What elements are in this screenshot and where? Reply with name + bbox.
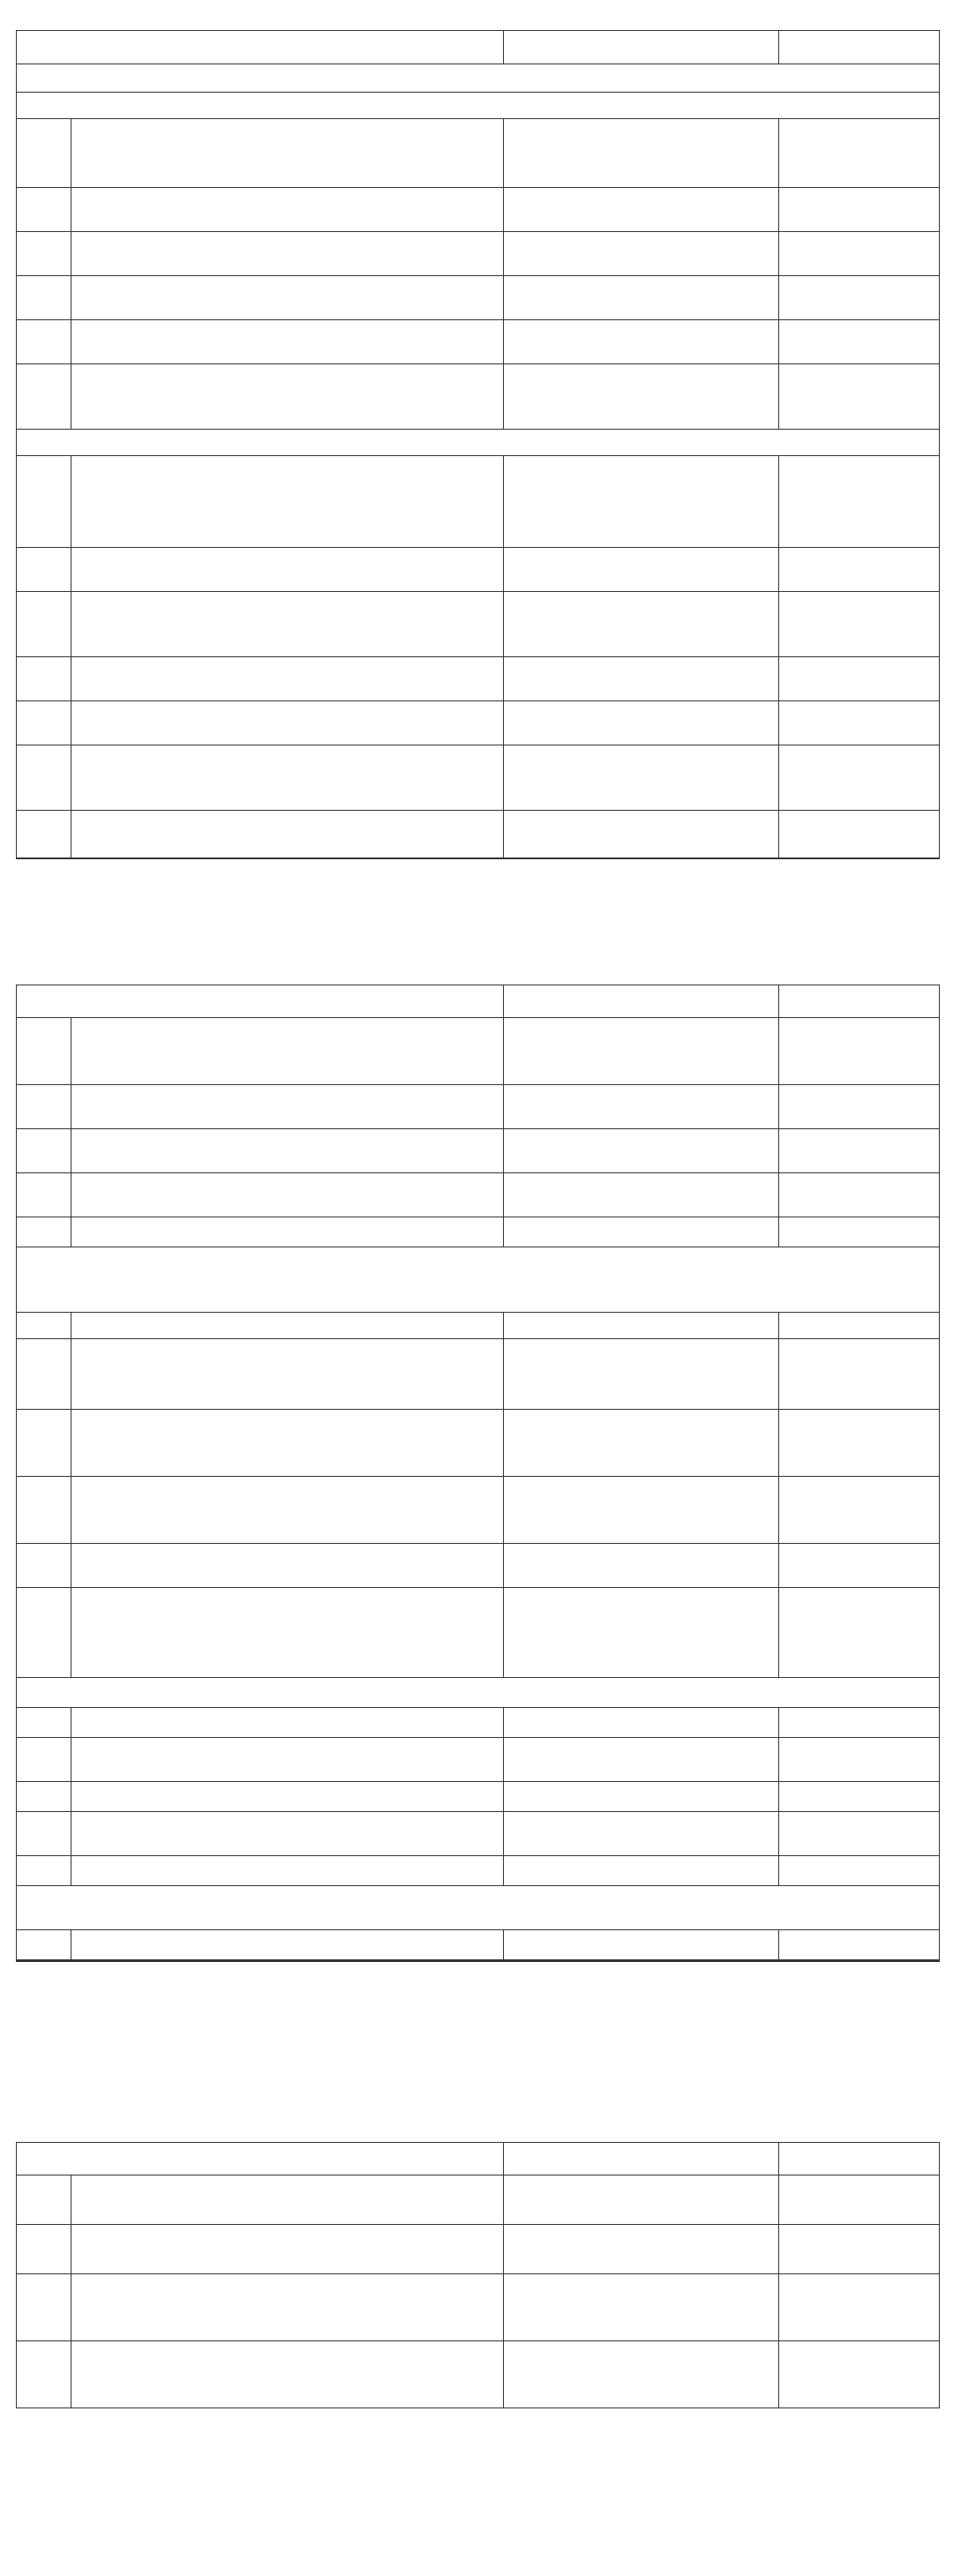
table-header-row (17, 2143, 940, 2175)
header-responsible-unit (504, 31, 779, 64)
responsible-unit-text (504, 2225, 779, 2274)
timeline-text (779, 1085, 940, 1129)
support-item-text (71, 1961, 504, 1962)
row-number (17, 1708, 71, 1738)
support-item-text (71, 2225, 504, 2274)
row-number (17, 1477, 71, 1544)
responsible-unit-text (504, 745, 779, 811)
table-header-row (17, 31, 940, 64)
subsection-title (17, 430, 940, 456)
subsection-heading-row (17, 1247, 940, 1313)
support-item-text (71, 1477, 504, 1544)
timeline-text (779, 276, 940, 320)
responsible-unit-text (504, 2175, 779, 2225)
row-number (17, 276, 71, 320)
subsection-heading-row (17, 430, 940, 456)
responsible-unit-text (504, 657, 779, 701)
subsection-title (17, 93, 940, 119)
row-number (17, 1856, 71, 1886)
responsible-unit-text (504, 1085, 779, 1129)
timeline-text (779, 2274, 940, 2341)
table-row (17, 1782, 940, 1812)
row-number (17, 1738, 71, 1782)
responsible-unit-text (504, 858, 779, 859)
subsection-title (17, 1678, 940, 1708)
responsible-unit-text (504, 1129, 779, 1173)
support-item-text (71, 1018, 504, 1085)
responsible-unit-text (504, 1738, 779, 1782)
header-support-item (17, 31, 504, 64)
responsible-unit-text (504, 1217, 779, 1247)
support-item-text (71, 1782, 504, 1812)
timeline-text (779, 2225, 940, 2274)
responsible-unit-text (504, 1856, 779, 1886)
table-row (17, 2341, 940, 2408)
header-timeline (779, 985, 940, 1018)
support-item-text (71, 657, 504, 701)
row-number (17, 592, 71, 657)
responsible-unit-text (504, 456, 779, 548)
responsible-unit-text (504, 188, 779, 232)
responsible-unit-text (504, 1173, 779, 1217)
row-number (17, 1129, 71, 1173)
support-table-page-1 (16, 30, 940, 859)
table-row (17, 1477, 940, 1544)
table-row (17, 119, 940, 188)
responsible-unit-text (504, 1410, 779, 1477)
table-row (17, 858, 940, 859)
header-responsible-unit (504, 2143, 779, 2175)
row-number (17, 1085, 71, 1129)
header-support-item (17, 985, 504, 1018)
support-item-text (71, 1930, 504, 1960)
header-support-item (17, 2143, 504, 2175)
support-item-text (71, 1085, 504, 1129)
row-number (17, 456, 71, 548)
support-item-text (71, 320, 504, 364)
support-item-text (71, 119, 504, 188)
timeline-text (779, 364, 940, 430)
timeline-text (779, 657, 940, 701)
section-heading-row (17, 1886, 940, 1930)
header-timeline (779, 31, 940, 64)
timeline-text (779, 1544, 940, 1588)
row-number (17, 1339, 71, 1410)
table-row (17, 745, 940, 811)
timeline-text (779, 1339, 940, 1410)
row-number (17, 548, 71, 592)
responsible-unit-text (504, 1961, 779, 1962)
responsible-unit-text (504, 1782, 779, 1812)
row-number (17, 858, 71, 859)
row-number (17, 2274, 71, 2341)
table-row (17, 1313, 940, 1339)
responsible-unit-text (504, 1339, 779, 1410)
responsible-unit-text (504, 1708, 779, 1738)
table-row (17, 592, 940, 657)
table-row (17, 1961, 940, 1962)
support-item-text (71, 1173, 504, 1217)
row-number (17, 1173, 71, 1217)
support-item-text (71, 701, 504, 745)
table-row (17, 1930, 940, 1960)
table-row (17, 2175, 940, 2225)
responsible-unit-text (504, 1544, 779, 1588)
table-row (17, 1856, 940, 1886)
responsible-unit-text (504, 1588, 779, 1678)
timeline-text (779, 745, 940, 811)
table-row (17, 1018, 940, 1085)
row-number (17, 1217, 71, 1247)
header-responsible-unit (504, 985, 779, 1018)
support-item-text (71, 1129, 504, 1173)
table-row (17, 1708, 940, 1738)
timeline-text (779, 188, 940, 232)
support-item-text (71, 276, 504, 320)
timeline-text (779, 1782, 940, 1812)
responsible-unit-text (504, 119, 779, 188)
support-item-text (71, 2274, 504, 2341)
timeline-text (779, 811, 940, 858)
support-item-text (71, 456, 504, 548)
responsible-unit-text (504, 2341, 779, 2408)
row-number (17, 1961, 71, 1962)
table-row (17, 1410, 940, 1477)
timeline-text (779, 1129, 940, 1173)
table-row (17, 1812, 940, 1856)
responsible-unit-text (504, 1930, 779, 1960)
table-row (17, 320, 940, 364)
table-row (17, 456, 940, 548)
timeline-text (779, 1477, 940, 1544)
table-row (17, 1173, 940, 1217)
table-row (17, 657, 940, 701)
timeline-text (779, 119, 940, 188)
support-table-page-3 (16, 2142, 940, 2408)
support-item-text (71, 811, 504, 858)
support-item-text (71, 858, 504, 859)
table-row (17, 1217, 940, 1247)
timeline-text (779, 1930, 940, 1960)
responsible-unit-text (504, 276, 779, 320)
responsible-unit-text (504, 548, 779, 592)
support-item-text (71, 1708, 504, 1738)
timeline-text (779, 1588, 940, 1678)
section-title (17, 1886, 940, 1930)
support-item-text (71, 232, 504, 276)
responsible-unit-text (504, 364, 779, 430)
table-row (17, 1588, 940, 1678)
row-number (17, 1018, 71, 1085)
header-timeline (779, 2143, 940, 2175)
timeline-text (779, 701, 940, 745)
support-item-text (71, 364, 504, 430)
responsible-unit-text (504, 1812, 779, 1856)
timeline-text (779, 1961, 940, 1962)
support-item-text (71, 1588, 504, 1678)
row-number (17, 1588, 71, 1678)
row-number (17, 701, 71, 745)
support-item-text (71, 1217, 504, 1247)
support-item-text (71, 2341, 504, 2408)
table-row (17, 701, 940, 745)
timeline-text (779, 592, 940, 657)
section-title (17, 64, 940, 93)
row-number (17, 2341, 71, 2408)
row-number (17, 119, 71, 188)
table-row (17, 1339, 940, 1410)
table-row (17, 188, 940, 232)
support-item-text (71, 1544, 504, 1588)
support-item-text (71, 592, 504, 657)
table-row (17, 548, 940, 592)
timeline-text (779, 548, 940, 592)
row-number (17, 2225, 71, 2274)
timeline-text (779, 2175, 940, 2225)
row-number (17, 364, 71, 430)
responsible-unit-text (504, 701, 779, 745)
subsection-title (17, 1247, 940, 1313)
table-row (17, 1085, 940, 1129)
table-row (17, 1129, 940, 1173)
table-row (17, 2274, 940, 2341)
row-number (17, 1782, 71, 1812)
subsection-heading-row (17, 1678, 940, 1708)
support-item-text (71, 1738, 504, 1782)
support-table-page-2 (16, 985, 940, 1962)
timeline-text (779, 2341, 940, 2408)
row-number (17, 1930, 71, 1960)
support-item-text (71, 1313, 504, 1339)
section-heading-row (17, 64, 940, 93)
row-number (17, 320, 71, 364)
responsible-unit-text (504, 2274, 779, 2341)
support-item-text (71, 1339, 504, 1410)
row-number (17, 1812, 71, 1856)
support-item-text (71, 548, 504, 592)
table-row (17, 811, 940, 858)
timeline-text (779, 1812, 940, 1856)
timeline-text (779, 232, 940, 276)
row-number (17, 745, 71, 811)
support-item-text (71, 1856, 504, 1886)
responsible-unit-text (504, 592, 779, 657)
responsible-unit-text (504, 811, 779, 858)
row-number (17, 232, 71, 276)
responsible-unit-text (504, 1477, 779, 1544)
support-item-text (71, 1410, 504, 1477)
table-header-row (17, 985, 940, 1018)
row-number (17, 811, 71, 858)
responsible-unit-text (504, 1018, 779, 1085)
timeline-text (779, 320, 940, 364)
row-number (17, 1544, 71, 1588)
row-number (17, 1313, 71, 1339)
support-item-text (71, 745, 504, 811)
timeline-text (779, 1738, 940, 1782)
row-number (17, 1410, 71, 1477)
support-item-text (71, 2175, 504, 2225)
timeline-text (779, 1708, 940, 1738)
timeline-text (779, 1856, 940, 1886)
timeline-text (779, 1410, 940, 1477)
timeline-text (779, 858, 940, 859)
table-row (17, 1544, 940, 1588)
timeline-text (779, 1313, 940, 1339)
responsible-unit-text (504, 320, 779, 364)
row-number (17, 188, 71, 232)
responsible-unit-text (504, 232, 779, 276)
responsible-unit-text (504, 1313, 779, 1339)
support-item-text (71, 1812, 504, 1856)
row-number (17, 2175, 71, 2225)
row-number (17, 657, 71, 701)
table-row (17, 2225, 940, 2274)
timeline-text (779, 1018, 940, 1085)
timeline-text (779, 1217, 940, 1247)
subsection-heading-row (17, 93, 940, 119)
table-row (17, 364, 940, 430)
table-row (17, 232, 940, 276)
timeline-text (779, 1173, 940, 1217)
support-item-text (71, 188, 504, 232)
table-row (17, 1738, 940, 1782)
timeline-text (779, 456, 940, 548)
table-row (17, 276, 940, 320)
